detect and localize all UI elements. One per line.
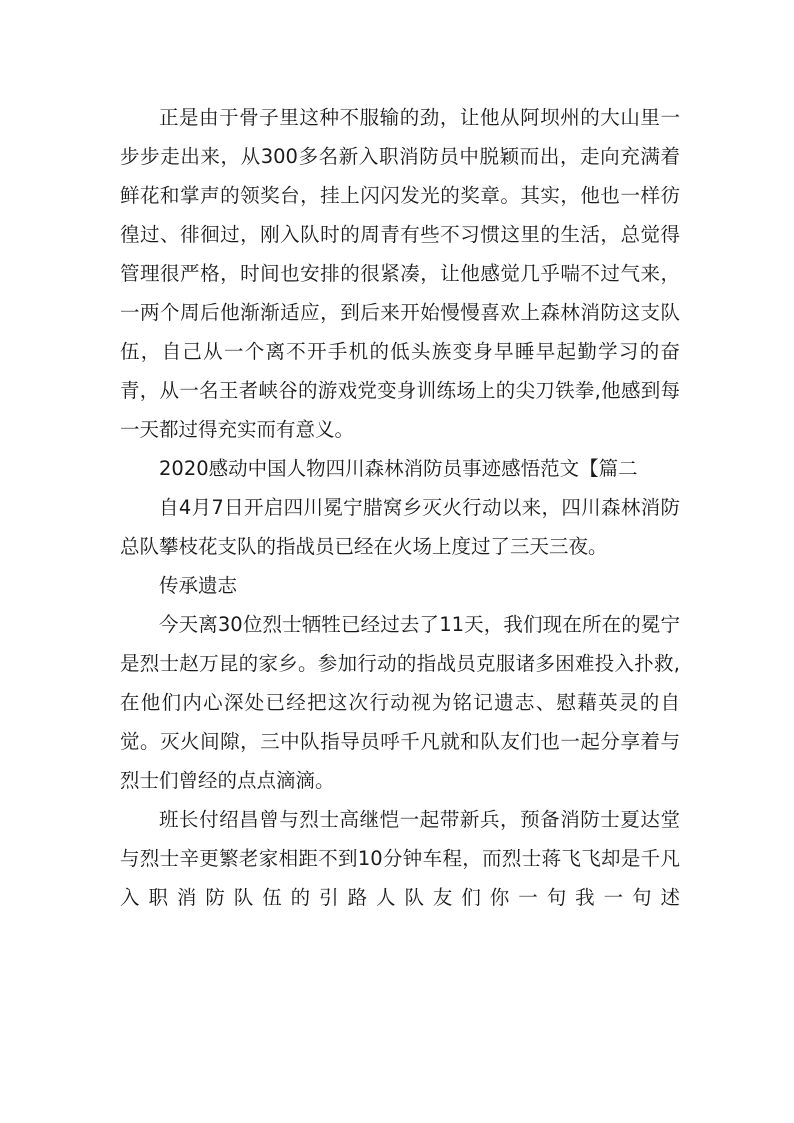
paragraph-squad-leader: 班长付绍昌曾与烈士高继恺一起带新兵，预备消防士夏达堂与烈士辛更繁老家相距不到10分钟车程，而烈士蒋飞飞却是千凡入职消防队伍的引路人队友们你一句我一句述 <box>120 808 680 909</box>
section-title-part-two: 2020感动中国人物四川森林消防员事迹感悟范文【篇二 <box>159 457 638 480</box>
paragraph-zhou-qing: 正是由于骨子里这种不服输的劲，让他从阿坝州的大山里一步步走出来，从300多名新入职消防员中脱颖而出，走向充满着鲜花和掌声的领奖台，挂上闪闪发光的奖章。其实，他也一样彷徨过、徘徊过，刚入队时的周青有些不习惯这里的生活，总觉得管理很严格，时间也安排的很紧凑，让他感觉几乎喘不过气来，一两个周后他渐渐适应，到后来开始慢慢喜欢上森林消防这支队伍，自己从一个离不开手机的低头族变身早睡早起勤学习的奋青，从一名王者峡谷的游戏党变身训练场上的尖刀铁拳,他感到每一天都过得充实而有意义。 <box>120 106 680 441</box>
paragraph-mianning-operation: 自4月7日开启四川冕宁腊窝乡灭火行动以来，四川森林消防总队攀枝花支队的指战员已经在火场上度过了三天三夜。 <box>120 496 680 558</box>
body-text <box>120 98 680 917</box>
subheading-inherit-legacy: 传承遗志 <box>159 574 238 597</box>
paragraph-martyrs: 今天离30位烈士牺牲已经过去了11天，我们现在所在的冕宁是烈士赵万昆的家乡。参加行动的指战员克服诸多困难投入扑救,在他们内心深处已经把这次行动视为铭记遗志、慰藉英灵的自觉。灭火间隙，三中队指导员呼千凡就和队友们也一起分享着与烈士们曾经的点点滴滴。 <box>120 613 680 792</box>
